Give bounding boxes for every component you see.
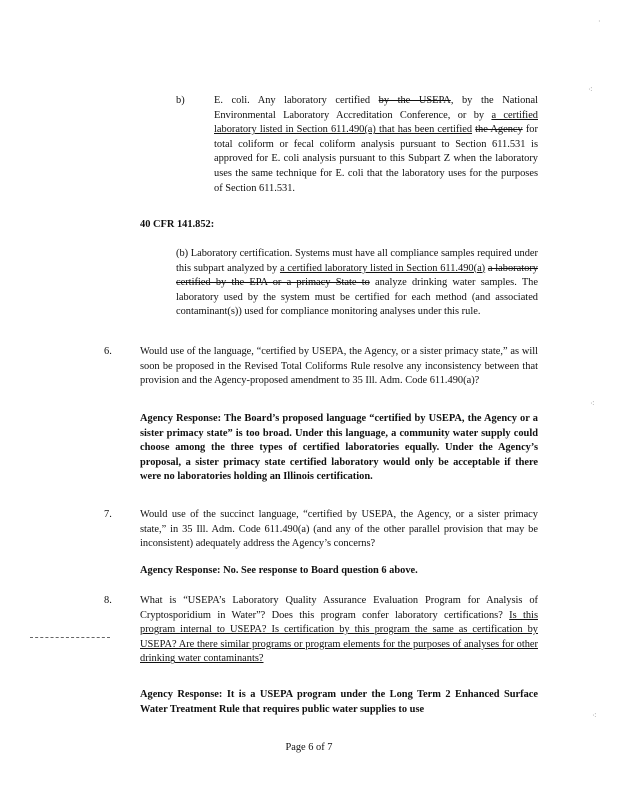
struck-text: the Agency <box>475 124 523 136</box>
page-footer: Page 6 of 7 <box>285 742 333 753</box>
question-7-number: 7. <box>104 509 112 520</box>
inserted-text: Is this program internal to USEPA? Is certification by this program the same as certification by USEPA? Are there similar programs or program elements for the purposes of analyses for other drinking water contaminants? <box>140 609 538 665</box>
question-6-text: Would use of the language, “certified by USEPA, the Agency, or a sister primacy state,” as will soon be proposed in the Revised Total Coliforms Rule resolve any inconsistency between that provision and the Agency-proposed amendment to 35 Ill. Adm. Code 611.490(a)? <box>140 346 538 387</box>
item-b-text: E. coli. Any laboratory certified by the USEPA, by the National Environmental Laboratory Accreditation Conference, or by a certified laboratory listed in Section 611.490(a) that has been certified the Agency for total coliform or fecal coliform analysis pursuant to Section 611.531 is approved for E. coli analysis pursuant to this Subpart Z when the laboratory uses the same technique for E. coli that the laboratory uses for the purposes of Section 611.531. <box>214 95 538 194</box>
question-8-response: Agency Response: It is a USEPA program under the Long Term 2 Enhanced Surface Water Treatment Rule that requires public water supplies to use <box>140 689 538 715</box>
question-8-number: 8. <box>104 595 112 606</box>
question-7-text: Would use of the succinct language, “certified by USEPA, the Agency, or a sister primacy state,” in 35 Ill. Adm. Code 611.490(a) (and any of the other parallel provision that may be inconsistent) adequately address the Agency’s concerns? <box>140 509 538 550</box>
scan-speck: ⁖ <box>590 399 595 408</box>
scan-speck: · <box>598 17 601 26</box>
question-8-text: What is “USEPA’s Laboratory Quality Assurance Evaluation Program for Analysis of Cryptosporidium in Water”? Does this program confer laboratory certifications? Is this program internal to USEPA? Is certification by this program the same as certification by USEPA? Are there similar programs or program elements for the purposes of analyses for other drinking water contaminants? <box>140 595 538 665</box>
scan-speck: ⁖ <box>592 711 597 720</box>
cfr-paragraph: (b) Laboratory certification. Systems must have all compliance samples required under this subpart analyzed by a certified laboratory listed in Section 611.490(a) a laboratory certified by the EPA or a primacy State to analyze drinking water samples. The laboratory used by the system must be certified for each method (and associated contaminant(s)) used for compliance monitoring analyses under this rule. <box>176 248 538 318</box>
struck-text: by the USEPA <box>378 95 451 106</box>
question-6-number: 6. <box>104 346 112 357</box>
inserted-text: a certified laboratory listed in Section 611.490(a) <box>279 262 486 274</box>
struck-text: a laboratory certified by the EPA or a primacy State to <box>176 262 538 289</box>
question-7-response: Agency Response: No. See response to Board question 6 above. <box>140 565 418 576</box>
cfr-heading: 40 CFR 141.852: <box>140 219 215 230</box>
question-6-response: Agency Response: The Board’s proposed language “certified by USEPA, the Agency or a sister primacy state” is too broad. Under this language, a community water supply could choose among the three types of certified laboratories equally. Under the Agency’s proposal, a sister primacy state certified laboratory would only be acceptable if there were no laboratories holding an Illinois certification. <box>140 413 538 483</box>
scan-speck: ⁖ <box>588 85 593 94</box>
scan-artifact-line <box>30 637 110 638</box>
item-b-marker: b) <box>176 95 185 106</box>
inserted-text: a certified laboratory listed in Section 611.490(a) that has been certified <box>214 109 538 136</box>
